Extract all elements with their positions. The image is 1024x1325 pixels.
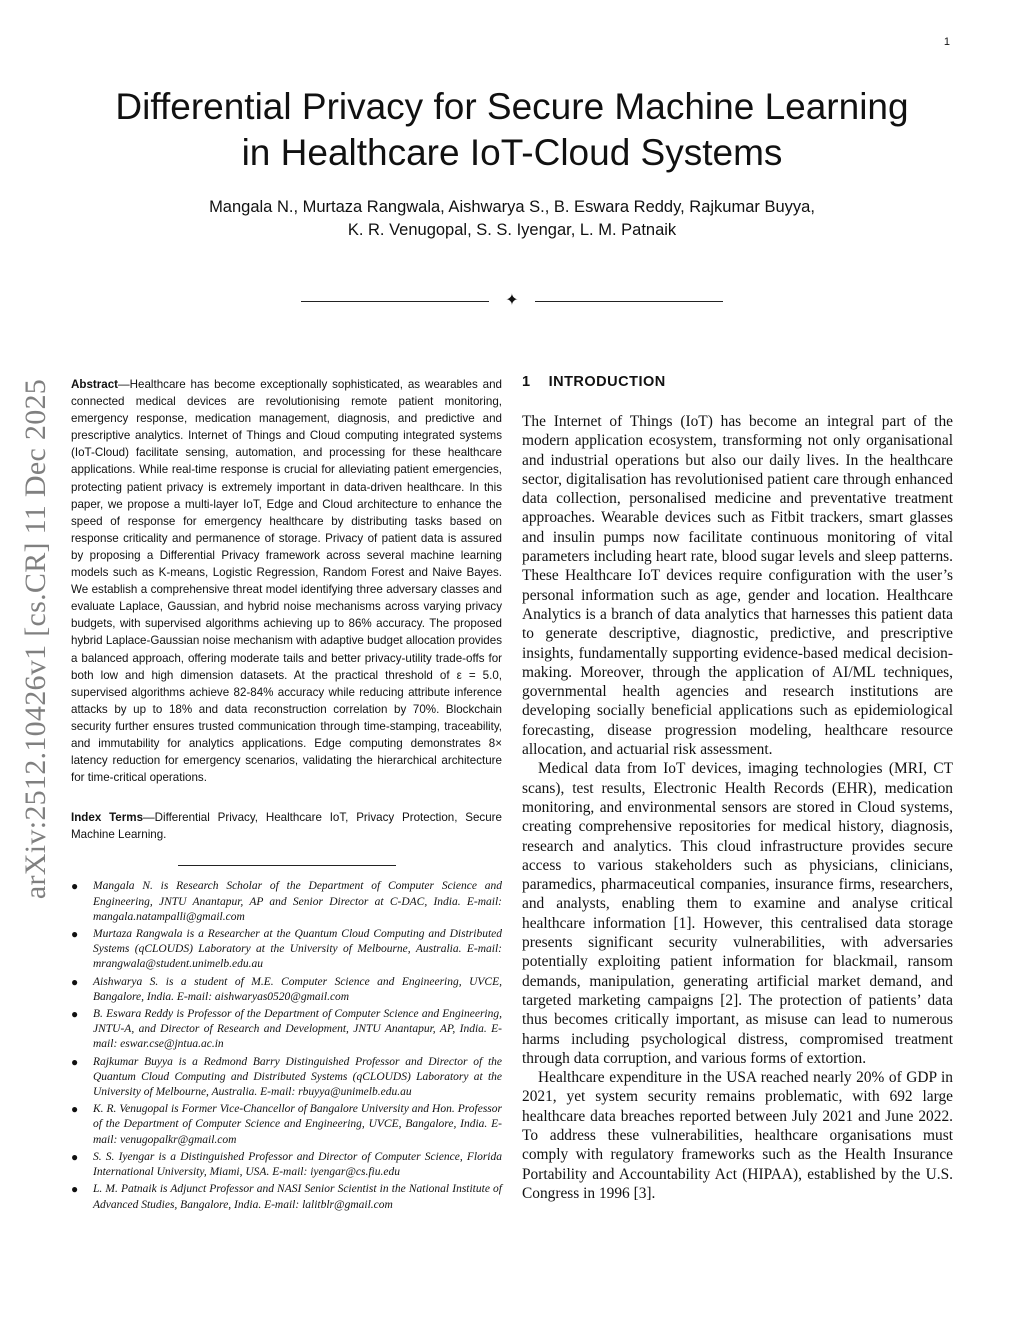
section-heading-introduction — [522, 372, 953, 392]
affiliation-item — [71, 1102, 502, 1148]
author-affiliations — [71, 879, 502, 1212]
author-line-1: Mangala N., Murtaza Rangwala, Aishwarya S., B. Eswara Reddy, Rajkumar Buyya, — [209, 198, 815, 216]
footnote-divider — [178, 865, 396, 866]
paper-title — [0, 84, 1024, 176]
index-terms-text: —Differential Privacy, Healthcare IoT, Privacy Protection, Secure Machine Learning. — [71, 811, 502, 842]
affiliation-text: Murtaza Rangwala is a Researcher at the Quantum Cloud Computing and Distributed Systems (qCLOUDS) Laboratory at the University of Melbourne, Australia. E-mail: mrangwala@student.unimelb.edu.au — [93, 928, 502, 971]
arxiv-identifier: arXiv:2512.10426v1 [cs.CR] 11 Dec 2025 — [19, 378, 52, 900]
introduction-paragraph-1: The Internet of Things (IoT) has become an integral part of the modern application ecosystem, transforming not only organisational and industrial operations but also our daily lives. In the healthcare sector, digitalisation has revolutionised patient care through enhanced data collection, personalised medicine and preventative treatment approaches. Wearable devices such as Fitbit trackers, smart glasses and insulin pumps now facilitate continuous monitoring of vital parameters including heart rate, blood sugar levels and sleep patterns. These Healthcare IoT devices require configuration with the user’s personal information such as age, gender and location. Healthcare Analytics is a branch of data analytics that harnesses this patient data to generate descriptive, diagnostic, predictive, and prescriptive insights, fundamentally supporting evidence-based medical decision-making. Moreover, through the application of AI/ML techniques, governmental health agencies and research institutions are developing socially beneficial applications such as epidemiological forecasting, disease progression modeling, healthcare resource allocation, and actuarial risk assessment. — [522, 413, 953, 759]
title-separator — [0, 293, 1024, 309]
index-terms-label: Index Terms — [71, 811, 144, 825]
affiliation-item — [71, 879, 502, 925]
separator-rule-left — [301, 301, 489, 302]
bullet-icon: ● — [71, 1007, 79, 1022]
affiliation-item — [71, 1182, 502, 1212]
abstract — [71, 376, 502, 786]
bullet-icon: ● — [71, 1102, 79, 1117]
bullet-icon: ● — [71, 879, 79, 894]
affiliation-item — [71, 1055, 502, 1101]
bullet-icon: ● — [71, 1182, 79, 1197]
page-number: 1 — [943, 36, 950, 48]
section-number: 1 — [522, 374, 531, 390]
affiliation-text: Mangala N. is Research Scholar of the Department of Computer Science and Engineering, JNTU Anantapur, AP and Senior Director at C-DAC, India. E-mail: mangala.natampalli@gmail.com — [93, 880, 502, 923]
paper-title-line-1: Differential Privacy for Secure Machine Learning — [115, 86, 909, 127]
bullet-icon: ● — [71, 974, 79, 989]
affiliation-item — [71, 927, 502, 973]
introduction-paragraph-2: Medical data from IoT devices, imaging technologies (MRI, CT scans), test results, Electronic Health Records (EHR), medication monitoring, and environmental sensors are stored in Cloud systems, creating comprehensive repositories for medical history, diagnosis, research and analytics. This cloud infrastructure provides secure access to various stakeholders such as physicians, clinicians, paramedics, pharmaceutical companies, insurance firms, researchers, and analysts, enabling them to examine and analyse critical healthcare information [1]. However, this centralised data storage presents significant security vulnerabilities, with adversaries potentially exploiting patient information for blackmail, ransom demands, manipulation, generating artificial market demand, and targeted marketing campaigns [2]. The protection of patients’ data thus becomes critically important, as misuse can lead to numerous harms including psychological distress, compromised treatment through data corruption, and various forms of extortion. — [522, 760, 953, 1067]
abstract-label: Abstract — [71, 378, 119, 391]
affiliation-text: Rajkumar Buyya is a Redmond Barry Distinguished Professor and Director of the Quantum Cloud Computing and Distributed Systems (qCLOUDS) Laboratory at the University of Melbourne, Australia. E-mail: rbuyya@unimelb.edu.au — [93, 1055, 502, 1099]
affiliation-item — [71, 975, 502, 1005]
affiliation-text: S. S. Iyengar is a Distinguished Professor and Director of Computer Science, Florida International University, Miami, USA. E-mail: iyengar@cs.fiu.edu — [93, 1150, 502, 1179]
separator-star-icon: ✦ — [505, 292, 519, 309]
affiliation-text: B. Eswara Reddy is Professor of the Department of Computer Science and Engineering, JNTU-A, and Director of Research and Development, JNTU Anantapur, AP, India. E-mail: eswar.cse@jntua.ac.in — [93, 1008, 502, 1051]
affiliation-text: Aishwarya S. is a student of M.E. Computer Science and Engineering, UVCE, Bangalore, India. E-mail: aishwaryas0520@gmail.com — [93, 975, 502, 1003]
affiliation-text: L. M. Patnaik is Adjunct Professor and NASI Senior Scientist in the National Institute of Advanced Studies, Bangalore, India. E-mail: lalitblr@gmail.com — [93, 1183, 502, 1211]
affiliation-item — [71, 1007, 502, 1053]
affiliation-text: K. R. Venugopal is Former Vice-Chancellor of Bangalore University and Hon. Professor of the Department of Computer Science and Engineering, UVCE, Bangalore, India. E-mail: venugopalkr@gmail.com — [93, 1103, 502, 1146]
index-terms — [71, 809, 502, 843]
left-column — [71, 376, 502, 1215]
affiliation-item — [71, 1150, 502, 1180]
bullet-icon: ● — [71, 1054, 79, 1069]
bullet-icon: ● — [71, 927, 79, 942]
separator-rule-right — [535, 301, 723, 302]
bullet-icon: ● — [71, 1149, 79, 1164]
author-list — [0, 196, 1024, 242]
abstract-text: —Healthcare has become exceptionally sophisticated, as wearables and connected medical devices are revolutionising remote patient monitoring, emergency response, medication management, diagnosis, and predictive and prescriptive analytics. Internet of Things and Cloud computing integrated systems (IoT-Cloud) facilitate sensing, automation, and processing for these healthcare applications. While real-time response is crucial for alleviating patient emergencies, protecting patient privacy is extremely important in data-driven healthcare. In this paper, we propose a multi-layer IoT, Edge and Cloud architecture to enhance the speed of response for emergency healthcare by distributing tasks based on response criticality and permanence of storage. Privacy of patient data is assured by proposing a Differential Privacy framework across several machine learning models such as K-means, Logistic Regression, Random Forest and Naive Bayes. We establish a comprehensive threat model identifying three adversary classes and evaluate Laplace, Gaussian, and hybrid noise mechanisms across varying privacy budgets, with supervised algorithms achieving up to 86% accuracy. The proposed hybrid Laplace-Gaussian noise mechanism with adaptive budget allocation provides a balanced approach, offering moderate tails and better privacy-utility trade-offs for both low and high dimension datasets. At the practical threshold of ε = 5.0, supervised algorithms achieve 82-84% accuracy while reducing attribute inference attacks by up to 18% and data reconstruction correlation by 70%. Blockchain security further ensures trusted communication through time-stamping, traceability, and immutability for analytics applications. Edge computing demonstrates 8× latency reduction for emergency scenarios, validating the hierarchical architecture for time-critical operations. — [71, 378, 502, 785]
author-line-2: K. R. Venugopal, S. S. Iyengar, L. M. Patnaik — [347, 221, 677, 239]
introduction-paragraph-3: Healthcare expenditure in the USA reached nearly 20% of GDP in 2021, yet system security remains problematic, with 692 large healthcare data breaches reported between July 2021 and June 2022. To address these vulnerabilities, healthcare organisations must comply with regulatory frameworks such as the Health Insurance Portability and Accountability Act (HIPAA), established by the U.S. Congress in 1996 [3]. — [522, 1069, 953, 1202]
paper-title-line-2: in Healthcare IoT-Cloud Systems — [241, 132, 783, 173]
introduction-body — [522, 412, 953, 1203]
section-title: INTRODUCTION — [548, 374, 666, 390]
right-column — [522, 372, 953, 1203]
